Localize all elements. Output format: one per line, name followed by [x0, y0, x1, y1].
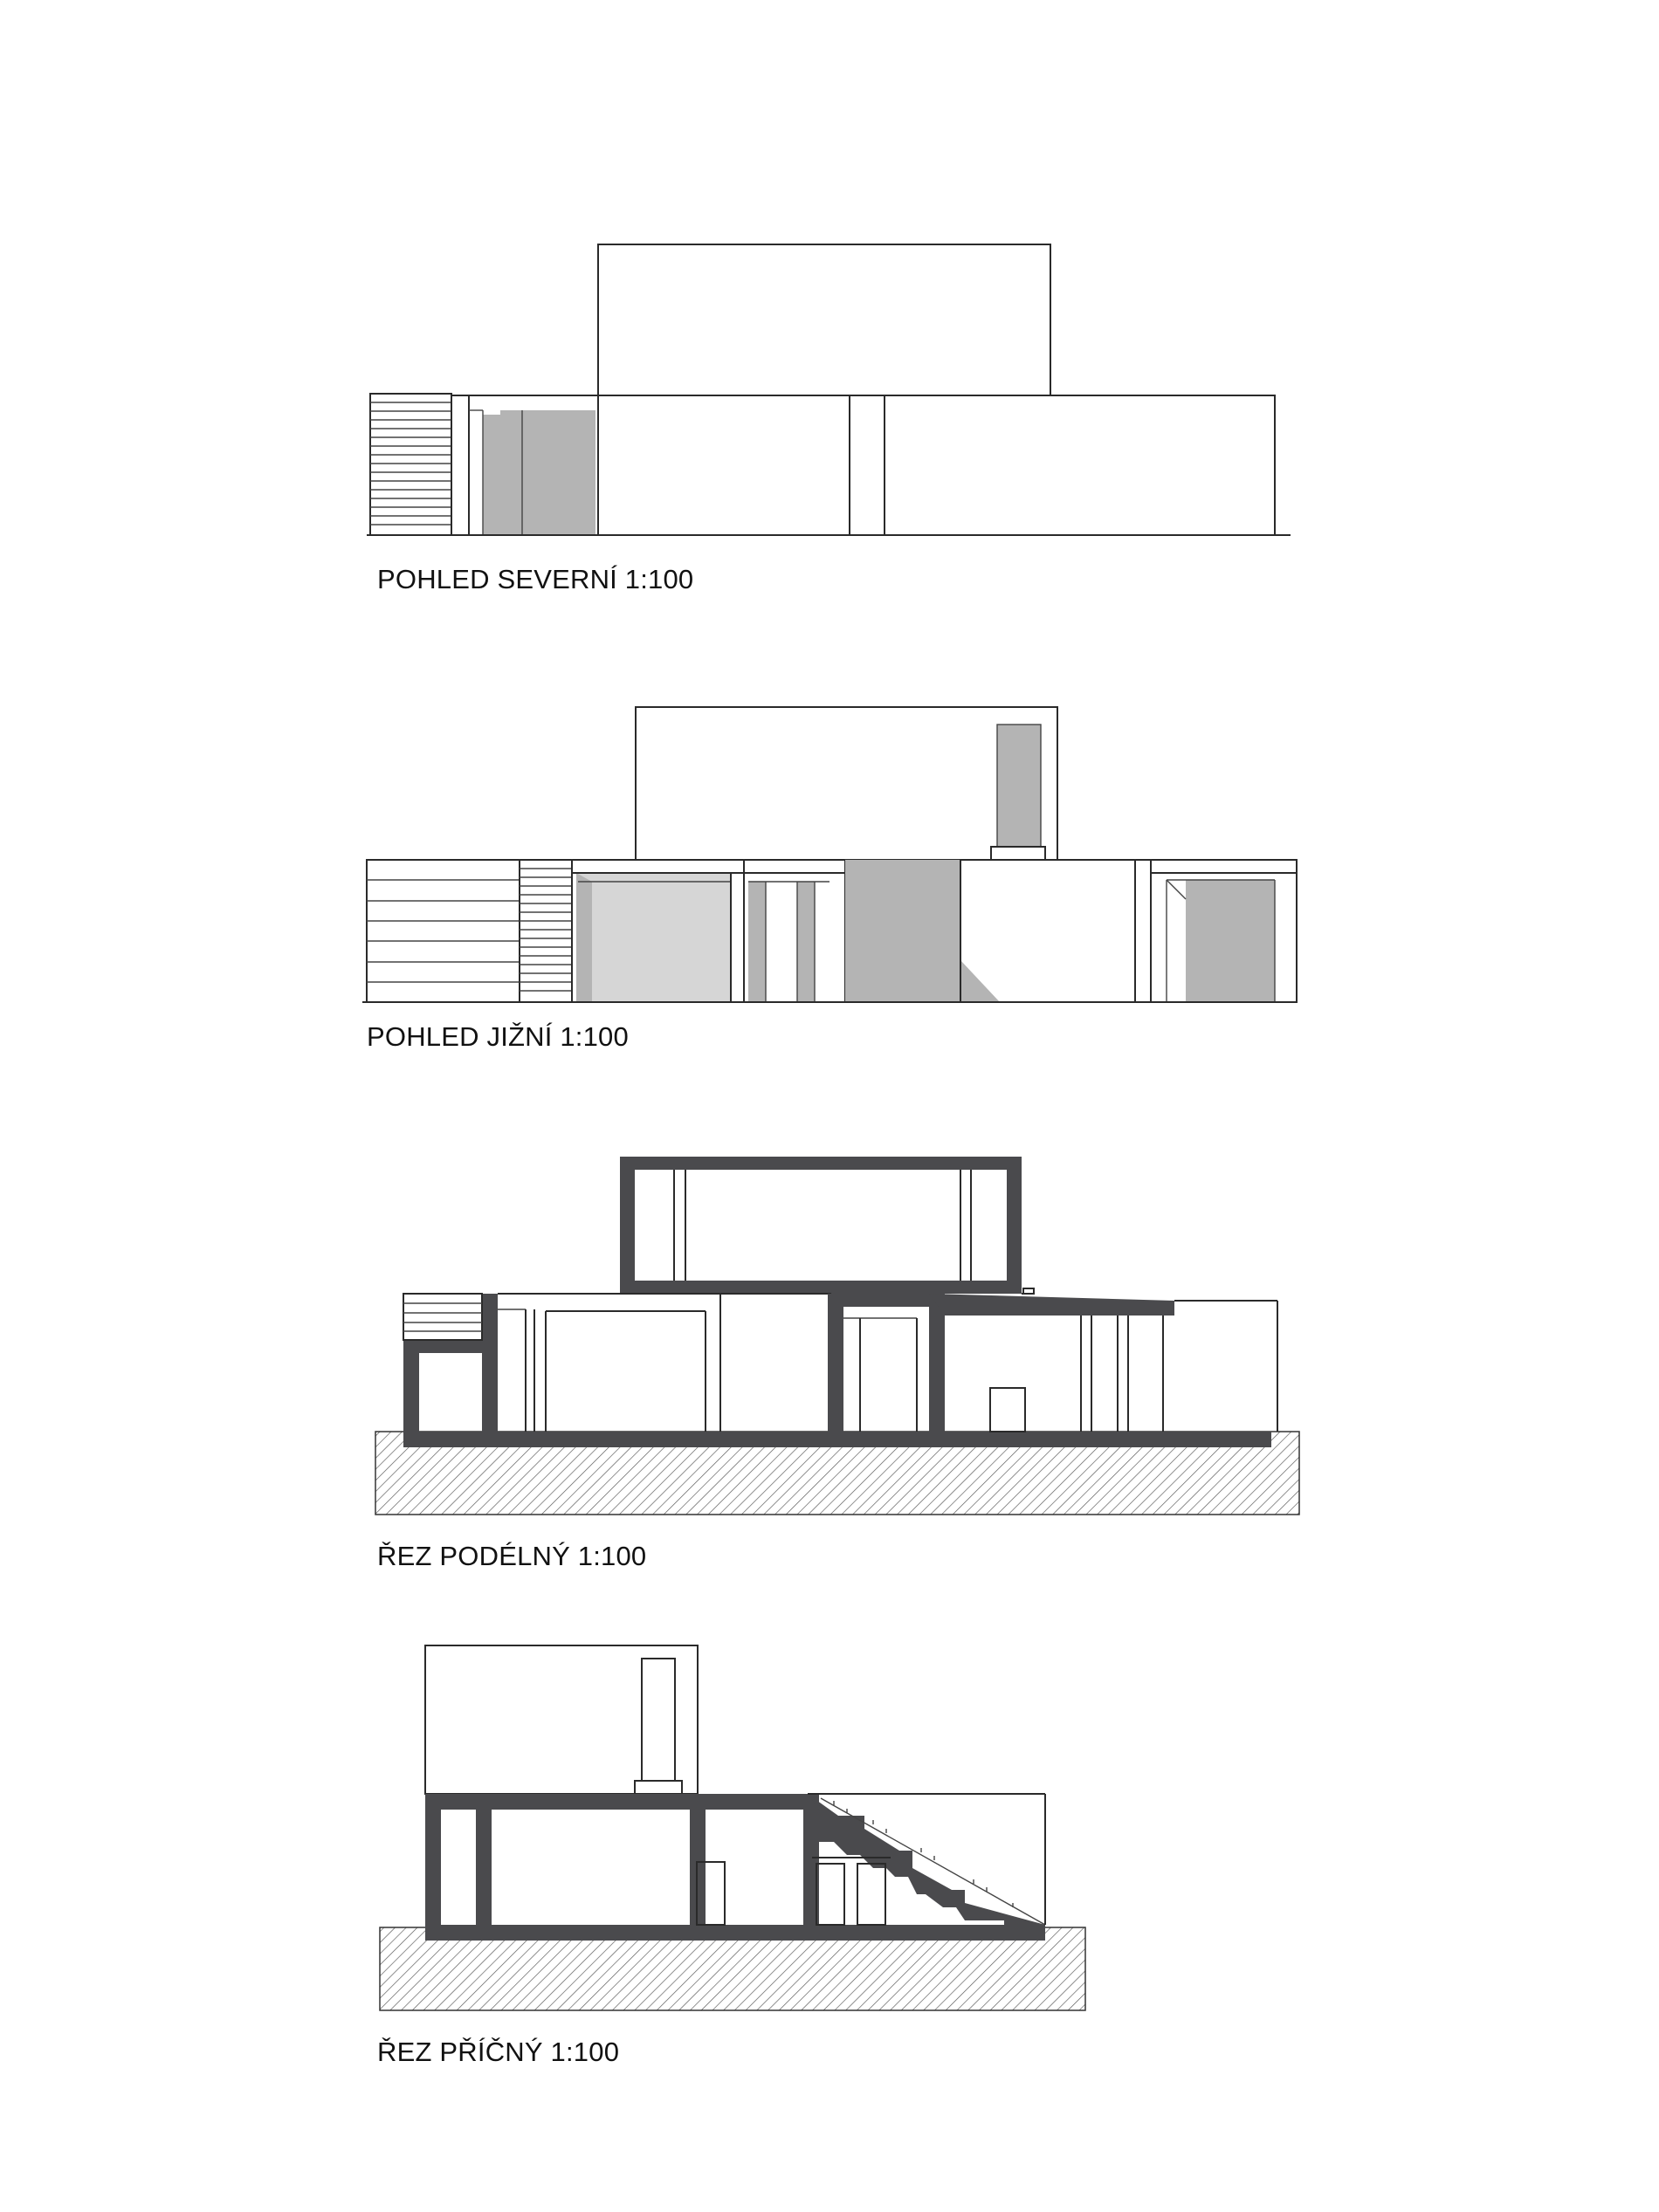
louvre-lines	[370, 402, 451, 525]
longitudinal-section-caption: ŘEZ PODÉLNÝ 1:100	[377, 1541, 647, 1571]
longitudinal-section	[375, 1157, 1299, 1515]
south-elevation-caption: POHLED JIŽNÍ 1:100	[367, 1021, 629, 1052]
south-louvre-lines	[520, 869, 572, 991]
stair-treads	[821, 1798, 1045, 1925]
south-elevation	[362, 707, 1297, 1002]
cross-section	[380, 1645, 1085, 2010]
upper-window	[997, 725, 1041, 847]
cross-section-caption: ŘEZ PŘÍČNÝ 1:100	[377, 2037, 620, 2067]
north-elevation	[367, 244, 1291, 535]
north-elevation-caption: POHLED SEVERNÍ 1:100	[377, 564, 694, 594]
stair-section	[808, 1794, 1045, 1941]
